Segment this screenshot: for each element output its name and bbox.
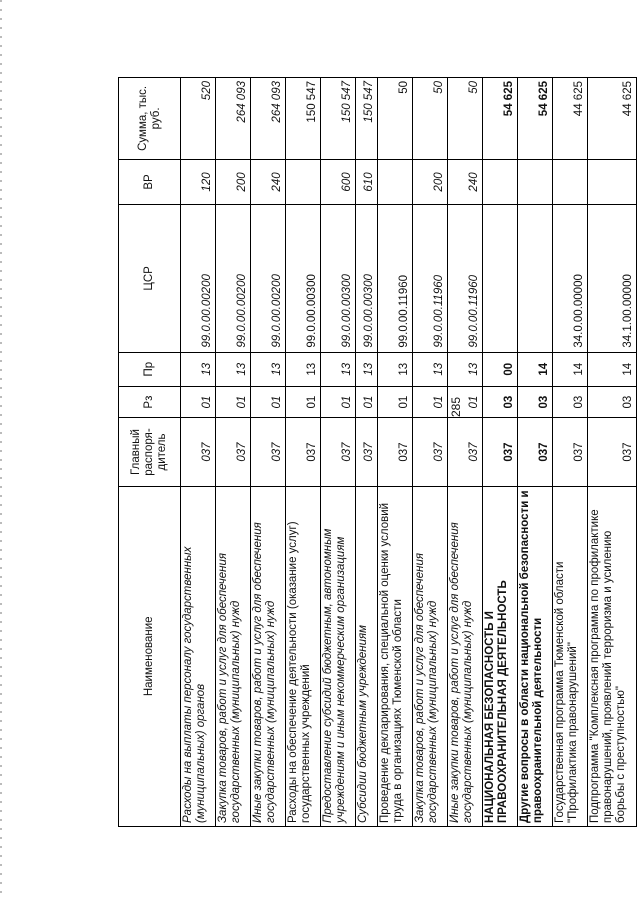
row-vr	[378, 159, 413, 204]
row-csr: 99.0.00.11960	[413, 205, 448, 353]
row-name: Расходы на обеспечение деятельности (оказание услуг) государственных учреждений	[286, 486, 321, 826]
row-vr: 240	[251, 159, 286, 204]
header-pr: Пр	[119, 352, 181, 386]
table-row	[553, 78, 588, 827]
row-sum: 54 625	[483, 78, 518, 160]
row-pr: 14	[553, 352, 588, 386]
row-admin: 037	[251, 418, 286, 486]
row-pr: 13	[216, 352, 251, 386]
row-rz: 01	[378, 386, 413, 418]
row-sum: 44 625	[588, 78, 637, 160]
table-row	[356, 78, 378, 827]
row-name: НАЦИОНАЛЬНАЯ БЕЗОПАСНОСТЬ И ПРАВООХРАНИТЕЛЬНАЯ ДЕЯТЕЛЬНОСТЬ	[483, 486, 518, 826]
row-admin: 037	[356, 418, 378, 486]
page-number: 285	[449, 396, 463, 418]
row-rz: 01	[356, 386, 378, 418]
row-pr: 00	[483, 352, 518, 386]
row-name: Подпрограмма "Комплексная программа по профилактике правонарушений, проявлений терроризма и усилению борьбы с преступностью"	[588, 486, 637, 826]
row-sum: 264 093	[251, 78, 286, 160]
table-row	[448, 78, 483, 827]
row-pr: 13	[448, 352, 483, 386]
row-sum: 50	[413, 78, 448, 160]
row-sum: 150 547	[321, 78, 356, 160]
row-rz: 03	[553, 386, 588, 418]
row-name: Иные закупки товаров, работ и услуг для обеспечения государственных (муниципальных) нужд	[251, 486, 286, 826]
header-admin: Главный распоря-дитель	[119, 418, 181, 486]
row-admin: 037	[483, 418, 518, 486]
row-csr	[518, 205, 553, 353]
row-pr: 14	[588, 352, 637, 386]
table-row	[413, 78, 448, 827]
row-vr	[483, 159, 518, 204]
budget-table	[118, 77, 637, 827]
row-admin: 037	[518, 418, 553, 486]
row-vr	[518, 159, 553, 204]
table-row	[378, 78, 413, 827]
row-sum: 520	[181, 78, 216, 160]
row-sum: 150 547	[356, 78, 378, 160]
row-admin: 037	[588, 418, 637, 486]
table-row	[321, 78, 356, 827]
row-rz: 01	[216, 386, 251, 418]
row-csr: 34.0.00.00000	[553, 205, 588, 353]
row-csr: 99.0.00.11960	[448, 205, 483, 353]
row-rz: 01	[181, 386, 216, 418]
row-rz: 03	[483, 386, 518, 418]
row-rz: 01	[321, 386, 356, 418]
row-sum: 50	[378, 78, 413, 160]
row-sum: 54 625	[518, 78, 553, 160]
row-pr: 13	[413, 352, 448, 386]
header-sum: Сумма, тыс. руб.	[119, 78, 181, 160]
row-rz: 03	[518, 386, 553, 418]
table-header-row	[119, 78, 181, 827]
header-rz: Рз	[119, 386, 181, 418]
row-pr: 13	[286, 352, 321, 386]
row-vr: 240	[448, 159, 483, 204]
table-row	[518, 78, 553, 827]
row-csr: 99.0.00.00300	[321, 205, 356, 353]
table-row	[588, 78, 637, 827]
row-admin: 037	[553, 418, 588, 486]
row-vr: 200	[413, 159, 448, 204]
row-name: Субсидии бюджетным учреждениям	[356, 486, 378, 826]
scan-edge-dots	[0, 0, 2, 899]
row-vr	[286, 159, 321, 204]
row-vr: 200	[216, 159, 251, 204]
header-csr: ЦСР	[119, 205, 181, 353]
row-pr: 13	[251, 352, 286, 386]
row-rz: 01	[286, 386, 321, 418]
row-rz: 01	[251, 386, 286, 418]
row-admin: 037	[321, 418, 356, 486]
row-rz: 01	[448, 386, 483, 418]
row-admin: 037	[378, 418, 413, 486]
row-pr: 14	[518, 352, 553, 386]
row-pr: 13	[181, 352, 216, 386]
row-pr: 13	[356, 352, 378, 386]
table-row	[216, 78, 251, 827]
row-vr	[553, 159, 588, 204]
table-row	[181, 78, 216, 827]
row-sum: 150 547	[286, 78, 321, 160]
table-body	[181, 78, 637, 827]
row-name: Закупка товаров, работ и услуг для обеспечения государственных (муниципальных) нужд	[216, 486, 251, 826]
row-csr: 99.0.00.00200	[216, 205, 251, 353]
table-row	[251, 78, 286, 827]
row-vr	[588, 159, 637, 204]
row-csr	[483, 205, 518, 353]
row-csr: 99.0.00.11960	[378, 205, 413, 353]
row-admin: 037	[181, 418, 216, 486]
row-csr: 99.0.00.00300	[356, 205, 378, 353]
header-name: Наименование	[119, 486, 181, 826]
row-name: Расходы на выплаты персоналу государственных (муниципальных) органов	[181, 486, 216, 826]
row-admin: 037	[448, 418, 483, 486]
row-name: Предоставление субсидий бюджетным, автономным учреждениям и иным некоммерческим организациям	[321, 486, 356, 826]
row-pr: 13	[378, 352, 413, 386]
row-admin: 037	[216, 418, 251, 486]
row-name: Другие вопросы в области национальной безопасности и правоохранительной деятельности	[518, 486, 553, 826]
row-csr: 34.1.00.00000	[588, 205, 637, 353]
row-rz: 03	[588, 386, 637, 418]
row-sum: 264 093	[216, 78, 251, 160]
row-sum: 44 625	[553, 78, 588, 160]
row-csr: 99.0.00.00200	[251, 205, 286, 353]
row-pr: 13	[321, 352, 356, 386]
row-csr: 99.0.00.00300	[286, 205, 321, 353]
header-vr: ВР	[119, 159, 181, 204]
row-vr: 610	[356, 159, 378, 204]
row-admin: 037	[413, 418, 448, 486]
row-vr: 600	[321, 159, 356, 204]
row-csr: 99.0.00.00200	[181, 205, 216, 353]
table-row	[286, 78, 321, 827]
budget-table-rotated	[118, 77, 636, 827]
row-vr: 120	[181, 159, 216, 204]
row-rz: 01	[413, 386, 448, 418]
row-sum: 50	[448, 78, 483, 160]
row-name: Иные закупки товаров, работ и услуг для обеспечения государственных (муниципальных) нужд	[448, 486, 483, 826]
row-name: Закупка товаров, работ и услуг для обеспечения государственных (муниципальных) нужд	[413, 486, 448, 826]
row-name: Проведение декларирования, специальной оценки условий труда в организациях Тюменской области	[378, 486, 413, 826]
table-row	[483, 78, 518, 827]
row-admin: 037	[286, 418, 321, 486]
row-name: Государственная программа Тюменской области "Профилактика правонарушений"	[553, 486, 588, 826]
